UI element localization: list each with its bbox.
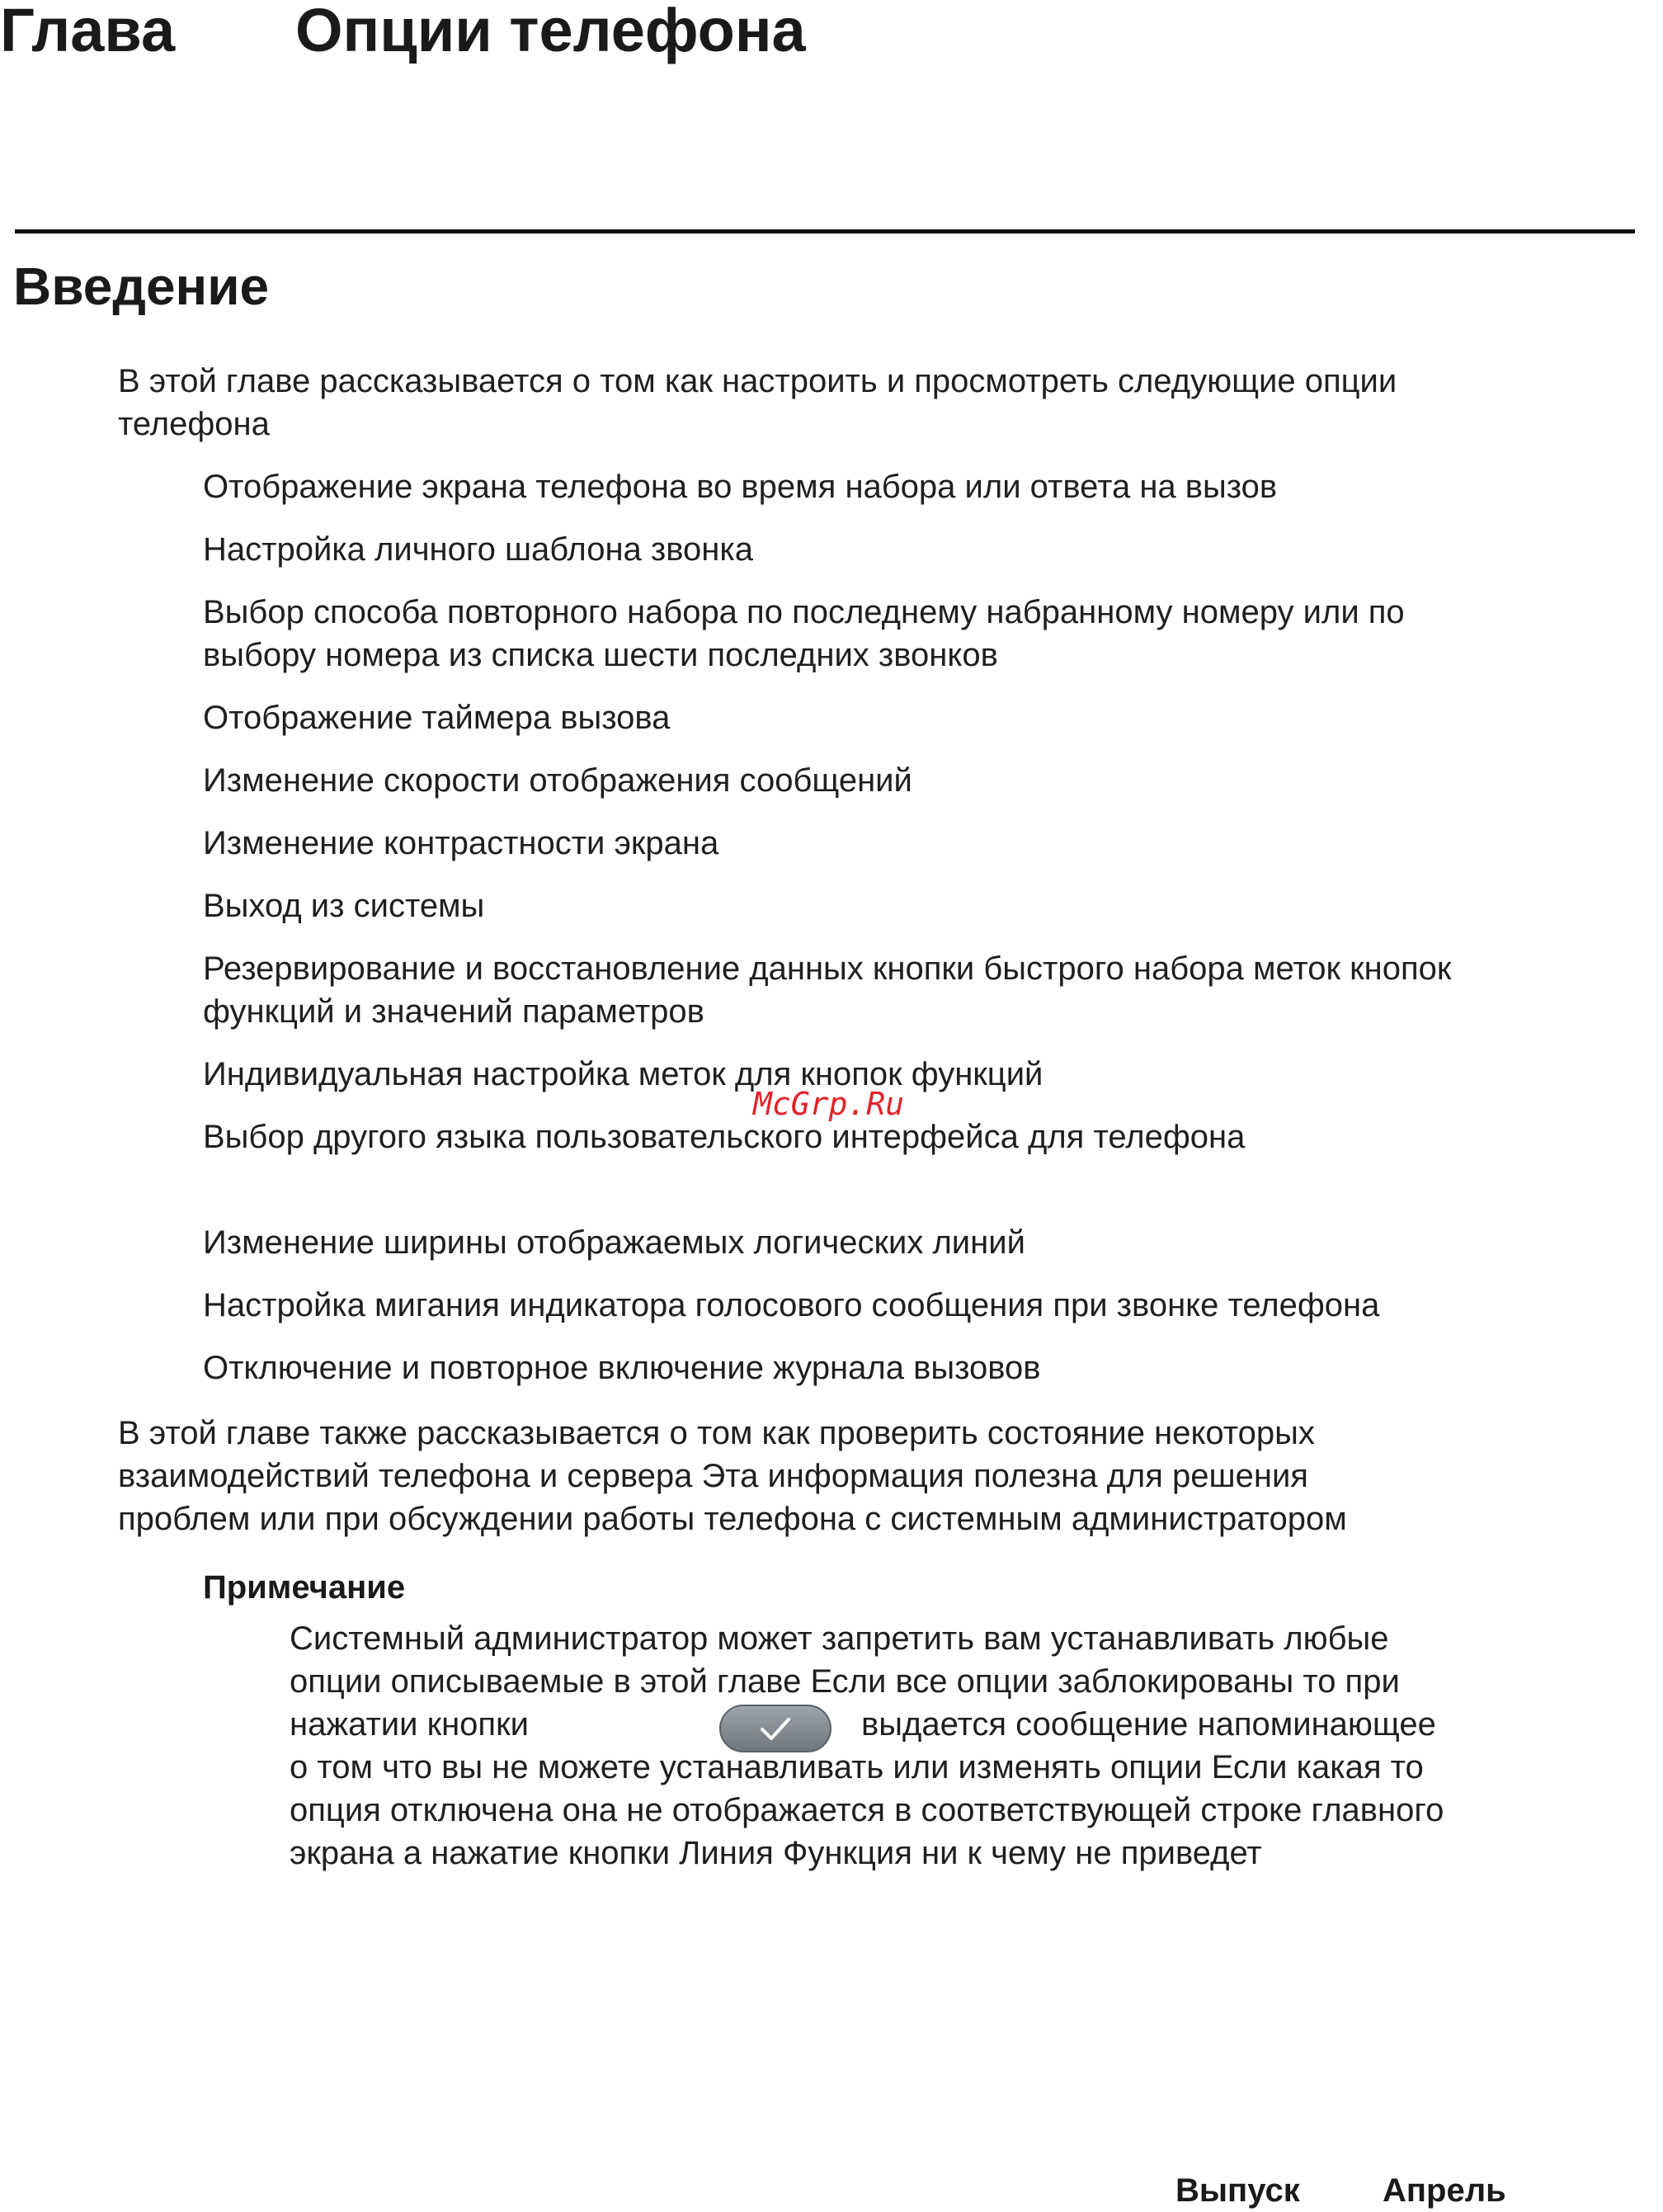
- list-item: [203, 759, 912, 802]
- note-line: нажатии кнопки: [290, 1706, 529, 1743]
- list-item: [203, 1221, 1025, 1264]
- list-item: [203, 591, 1405, 677]
- watermark: McGrp.Ru: [753, 1086, 905, 1122]
- footer-month: Апрель: [1383, 2172, 1506, 2209]
- intro-paragraph: [118, 360, 1586, 446]
- list-item-text: Выбор способа повторного набора по последнему набранному номеру или по: [203, 594, 1405, 630]
- list-item: [203, 696, 670, 739]
- list-item-text: Резервирование и восстановление данных кнопки быстрого набора меток кнопок: [203, 950, 1452, 987]
- list-item: [203, 1053, 1043, 1096]
- list-item-text: Изменение контрастности экрана: [203, 825, 719, 861]
- note-line: Системный администратор может запретить вам устанавливать любые: [290, 1620, 1389, 1657]
- outro-line: проблем или при обсуждении работы телефона с системным администратором: [118, 1501, 1347, 1537]
- chapter-label: Глава: [0, 0, 176, 64]
- outro-line: взаимодействий телефона и сервера Эта информация полезна для решения: [118, 1458, 1308, 1494]
- note-line: опция отключена она не отображается в соответствующей строке главного: [290, 1792, 1444, 1828]
- list-item: [203, 528, 753, 571]
- list-item-text: Изменение ширины отображаемых логических линий: [203, 1224, 1025, 1261]
- list-item: [203, 1284, 1379, 1327]
- list-item-text: выбору номера из списка шести последних звонков: [203, 637, 998, 673]
- chapter-title: Опции телефона: [295, 0, 806, 64]
- list-item-text: Выбор другого языка пользовательского интерфейса для телефона: [203, 1119, 1246, 1155]
- note-line: опции описываемые в этой главе Если все опции заблокированы то при: [290, 1663, 1400, 1700]
- note-line: выдается сообщение напоминающее: [861, 1706, 1436, 1743]
- list-item-text: Отображение экрана телефона во время набора или ответа на вызов: [203, 469, 1278, 505]
- footer-release: Выпуск: [1175, 2172, 1300, 2209]
- intro-line: телефона: [118, 406, 270, 442]
- list-item: [203, 1115, 1245, 1158]
- intro-line: В этой главе рассказывается о том как настроить и просмотреть следующие опции: [118, 363, 1397, 399]
- list-item: [203, 465, 1277, 508]
- outro-paragraph: [118, 1412, 1586, 1540]
- list-item-text: Отключение и повторное включение журнала вызовов: [203, 1350, 1041, 1386]
- list-item-text: Выход из системы: [203, 888, 485, 924]
- list-item-text: Изменение скорости отображения сообщений: [203, 762, 912, 799]
- note-line: экрана а нажатие кнопки Линия Функция ни к чему не приведет: [290, 1835, 1262, 1871]
- list-item: [203, 947, 1451, 1033]
- list-item: [203, 1347, 1041, 1389]
- list-item: [203, 822, 718, 865]
- divider-rule: [15, 229, 1635, 233]
- section-heading: Введение: [13, 257, 270, 316]
- list-item-text: функций и значений параметров: [203, 993, 704, 1030]
- list-item: [203, 884, 484, 927]
- list-item-text: Настройка личного шаблона звонка: [203, 531, 753, 568]
- list-item-text: Индивидуальная настройка меток для кнопок функций: [203, 1056, 1043, 1092]
- list-item-text: Отображение таймера вызова: [203, 700, 671, 736]
- checkmark-icon: [756, 1713, 795, 1746]
- note-line: о том что вы не можете устанавливать или изменять опции Если какая то: [290, 1749, 1424, 1785]
- note-label: Примечание: [203, 1569, 406, 1606]
- outro-line: В этой главе также рассказывается о том как проверить состояние некоторых: [118, 1415, 1315, 1451]
- list-item-text: Настройка мигания индикатора голосового сообщения при звонке телефона: [203, 1287, 1380, 1323]
